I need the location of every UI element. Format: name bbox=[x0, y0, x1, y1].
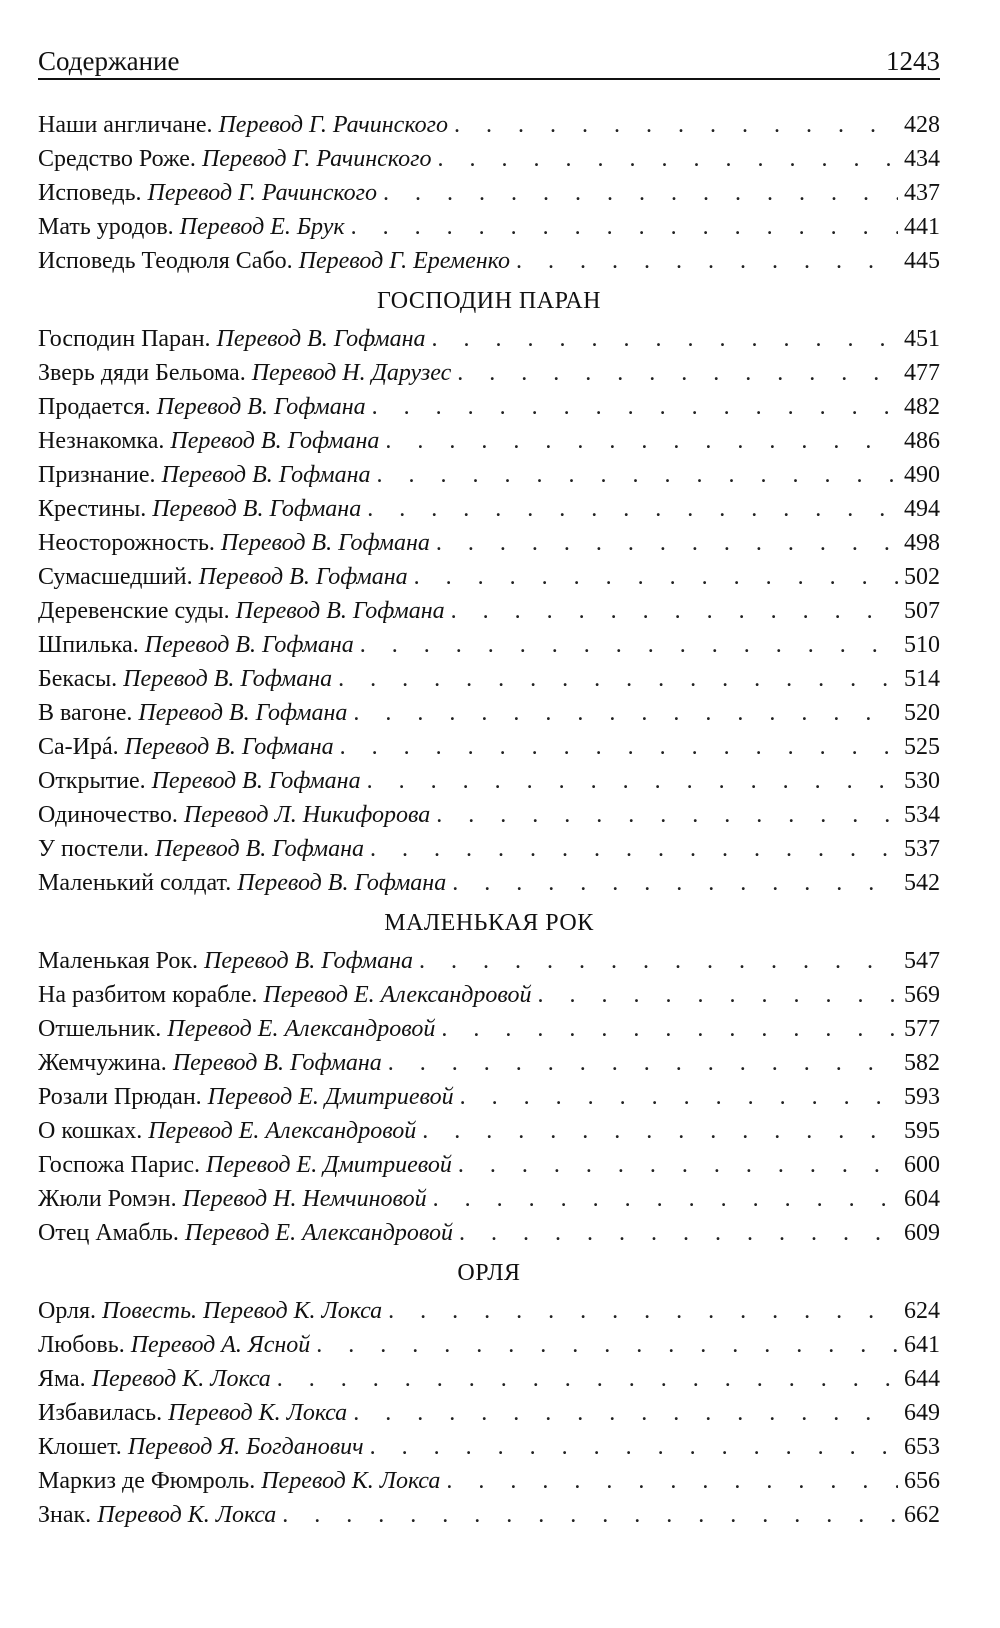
page-number: 1243 bbox=[886, 46, 940, 76]
entry-page-number: 624 bbox=[904, 1298, 940, 1324]
dot-leader bbox=[360, 628, 898, 662]
toc-entry bbox=[38, 1148, 940, 1182]
entry-translator: Перевод Е. Дмитриевой bbox=[205, 1152, 452, 1178]
dot-leader bbox=[385, 424, 898, 458]
dot-leader bbox=[436, 798, 898, 832]
entry-page-number: 437 bbox=[904, 180, 940, 206]
entry-page-number: 641 bbox=[904, 1332, 940, 1358]
entry-translator: Перевод В. Гофмана bbox=[144, 632, 354, 658]
entry-translator: Повесть. Перевод К. Локса bbox=[102, 1298, 383, 1324]
entry-translator: Перевод В. Гофмана bbox=[152, 496, 362, 522]
entry-page-number: 656 bbox=[904, 1468, 940, 1494]
toc-entry bbox=[38, 560, 940, 594]
entry-page-number: 525 bbox=[904, 734, 940, 760]
dot-leader bbox=[388, 1294, 898, 1328]
entry-title: Деревенские суды. bbox=[38, 598, 230, 624]
entry-translator: Перевод К. Локса bbox=[97, 1502, 277, 1528]
entry-page-number: 428 bbox=[904, 112, 940, 138]
toc-entry bbox=[38, 662, 940, 696]
entry-translator: Перевод Г. Рачинского bbox=[201, 146, 432, 172]
entry-title: Маленькая Рок. bbox=[38, 948, 199, 974]
entry-translator: Перевод В. Гофмана bbox=[124, 734, 334, 760]
entry-translator: Перевод Л. Никифорова bbox=[183, 802, 431, 828]
entry-title: Мать уродов. bbox=[38, 214, 174, 240]
entry-translator: Перевод В. Гофмана bbox=[204, 948, 414, 974]
entry-title: Маркиз де Фюмроль. bbox=[38, 1468, 256, 1494]
toc-entry bbox=[38, 798, 940, 832]
dot-leader bbox=[383, 176, 898, 210]
dot-leader bbox=[460, 1080, 898, 1114]
entry-title: Исповедь Теодюля Сабо. bbox=[38, 248, 293, 274]
entry-title: В вагоне. bbox=[38, 700, 133, 726]
entry-title: Знак. bbox=[38, 1502, 92, 1528]
toc-entry bbox=[38, 1012, 940, 1046]
entry-page-number: 547 bbox=[904, 948, 940, 974]
entry-title: Яма. bbox=[38, 1366, 86, 1392]
entry-page-number: 477 bbox=[904, 360, 940, 386]
entry-translator: Перевод Е. Александровой bbox=[167, 1016, 436, 1042]
entry-page-number: 502 bbox=[904, 564, 940, 590]
toc-entry bbox=[38, 1430, 940, 1464]
toc-entry bbox=[38, 944, 940, 978]
entry-translator: Перевод А. Ясной bbox=[130, 1332, 311, 1358]
toc-entry bbox=[38, 730, 940, 764]
entry-translator: Перевод В. Гофмана bbox=[235, 598, 445, 624]
toc-entry bbox=[38, 390, 940, 424]
dot-leader bbox=[372, 390, 898, 424]
entry-title: Отец Амабль. bbox=[38, 1220, 179, 1246]
entry-page-number: 498 bbox=[904, 530, 940, 556]
entry-translator: Перевод К. Локса bbox=[261, 1468, 441, 1494]
toc-entry bbox=[38, 108, 940, 142]
entry-title: Одиночество. bbox=[38, 802, 178, 828]
entry-translator: Перевод Е. Александровой bbox=[148, 1118, 417, 1144]
entry-page-number: 490 bbox=[904, 462, 940, 488]
dot-leader bbox=[451, 594, 898, 628]
section-heading: ГОСПОДИН ПАРАН bbox=[376, 288, 602, 314]
dot-leader bbox=[419, 944, 898, 978]
dot-leader bbox=[446, 1464, 898, 1498]
entry-translator: Перевод В. Гофмана bbox=[161, 462, 371, 488]
toc-entry bbox=[38, 1046, 940, 1080]
entry-translator: Перевод К. Локса bbox=[168, 1400, 348, 1426]
toc-entry bbox=[38, 866, 940, 900]
entry-translator: Перевод В. Гофмана bbox=[138, 700, 348, 726]
entry-title: Госпожа Парис. bbox=[38, 1152, 200, 1178]
entry-page-number: 582 bbox=[904, 1050, 940, 1076]
dot-leader bbox=[452, 866, 898, 900]
entry-page-number: 507 bbox=[904, 598, 940, 624]
dot-leader bbox=[458, 1148, 898, 1182]
entry-title: О кошках. bbox=[38, 1118, 143, 1144]
entry-title: Господин Паран. bbox=[38, 326, 211, 352]
toc-entry bbox=[38, 1362, 940, 1396]
dot-leader bbox=[367, 492, 898, 526]
entry-translator: Перевод В. Гофмана bbox=[151, 768, 361, 794]
dot-leader bbox=[437, 142, 898, 176]
entry-translator: Перевод В. Гофмана bbox=[170, 428, 380, 454]
entry-translator: Перевод В. Гофмана bbox=[198, 564, 408, 590]
entry-page-number: 530 bbox=[904, 768, 940, 794]
entry-translator: Перевод В. Гофмана bbox=[220, 530, 430, 556]
toc-entry bbox=[38, 458, 940, 492]
entry-page-number: 644 bbox=[904, 1366, 940, 1392]
dot-leader bbox=[282, 1498, 898, 1532]
entry-title: Неосторожность. bbox=[38, 530, 215, 556]
entry-title: Избавилась. bbox=[38, 1400, 163, 1426]
toc-entry bbox=[38, 696, 940, 730]
entry-translator: Перевод В. Гофмана bbox=[216, 326, 426, 352]
entry-title: На разбитом корабле. bbox=[38, 982, 258, 1008]
toc-entry bbox=[38, 628, 940, 662]
entry-title: Зверь дяди Бельома. bbox=[38, 360, 246, 386]
entry-page-number: 482 bbox=[904, 394, 940, 420]
entry-page-number: 577 bbox=[904, 1016, 940, 1042]
toc-entry bbox=[38, 1396, 940, 1430]
dot-leader bbox=[516, 244, 898, 278]
entry-page-number: 434 bbox=[904, 146, 940, 172]
dot-leader bbox=[367, 764, 898, 798]
toc-entry bbox=[38, 1294, 940, 1328]
entry-page-number: 662 bbox=[904, 1502, 940, 1528]
entry-translator: Перевод Е. Дмитриевой bbox=[207, 1084, 454, 1110]
entry-page-number: 537 bbox=[904, 836, 940, 862]
toc-entry bbox=[38, 1080, 940, 1114]
entry-page-number: 595 bbox=[904, 1118, 940, 1144]
entry-page-number: 600 bbox=[904, 1152, 940, 1178]
dot-leader bbox=[538, 978, 898, 1012]
entry-translator: Перевод Е. Александровой bbox=[184, 1220, 453, 1246]
table-of-contents bbox=[38, 108, 940, 1532]
entry-page-number: 520 bbox=[904, 700, 940, 726]
entry-translator: Перевод Г. Рачинского bbox=[147, 180, 378, 206]
section-heading: МАЛЕНЬКАЯ РОК bbox=[384, 910, 594, 936]
toc-entry bbox=[38, 594, 940, 628]
toc-entry bbox=[38, 492, 940, 526]
entry-translator: Перевод В. Гофмана bbox=[172, 1050, 382, 1076]
entry-page-number: 510 bbox=[904, 632, 940, 658]
entry-title: Розали Прюдан. bbox=[38, 1084, 202, 1110]
entry-translator: Перевод Я. Богданович bbox=[127, 1434, 364, 1460]
entry-title: Наши англичане. bbox=[38, 112, 213, 138]
entry-page-number: 542 bbox=[904, 870, 940, 896]
entry-page-number: 604 bbox=[904, 1186, 940, 1212]
dot-leader bbox=[432, 322, 898, 356]
entry-title: Жемчужина. bbox=[38, 1050, 167, 1076]
entry-title: Незнакомка. bbox=[38, 428, 165, 454]
entry-translator: Перевод Е. Александровой bbox=[263, 982, 532, 1008]
entry-translator: Перевод К. Локса bbox=[91, 1366, 271, 1392]
entry-translator: Перевод Н. Немчиновой bbox=[182, 1186, 427, 1212]
dot-leader bbox=[277, 1362, 898, 1396]
entry-title: Открытие. bbox=[38, 768, 146, 794]
entry-translator: Перевод В. Гофмана bbox=[155, 836, 365, 862]
entry-title: Орля. bbox=[38, 1298, 97, 1324]
entry-title: Шпилька. bbox=[38, 632, 139, 658]
dot-leader bbox=[376, 458, 898, 492]
entry-title: Клошет. bbox=[38, 1434, 122, 1460]
entry-translator: Перевод Е. Брук bbox=[179, 214, 345, 240]
entry-title: Продается. bbox=[38, 394, 151, 420]
entry-translator: Перевод В. Гофмана bbox=[123, 666, 333, 692]
dot-leader bbox=[370, 832, 898, 866]
toc-entry bbox=[38, 526, 940, 560]
dot-leader bbox=[316, 1328, 898, 1362]
toc-entry bbox=[38, 764, 940, 798]
dot-leader bbox=[338, 662, 898, 696]
dot-leader bbox=[340, 730, 898, 764]
dot-leader bbox=[459, 1216, 898, 1250]
entry-page-number: 569 bbox=[904, 982, 940, 1008]
toc-entry bbox=[38, 832, 940, 866]
dot-leader bbox=[388, 1046, 898, 1080]
toc-entry bbox=[38, 1216, 940, 1250]
dot-leader bbox=[351, 210, 898, 244]
toc-entry bbox=[38, 1464, 940, 1498]
entry-page-number: 445 bbox=[904, 248, 940, 274]
entry-page-number: 653 bbox=[904, 1434, 940, 1460]
toc-entry bbox=[38, 1498, 940, 1532]
dot-leader bbox=[414, 560, 898, 594]
entry-translator: Перевод В. Гофмана bbox=[156, 394, 366, 420]
entry-page-number: 451 bbox=[904, 326, 940, 352]
toc-entry bbox=[38, 424, 940, 458]
toc-entry bbox=[38, 142, 940, 176]
entry-title: Любовь. bbox=[38, 1332, 125, 1358]
toc-entry bbox=[38, 322, 940, 356]
entry-translator: Перевод Н. Дарузес bbox=[251, 360, 452, 386]
entry-page-number: 593 bbox=[904, 1084, 940, 1110]
entry-translator: Перевод Г. Рачинского bbox=[218, 112, 448, 138]
dot-leader bbox=[370, 1430, 898, 1464]
entry-title: Исповедь. bbox=[38, 180, 142, 206]
toc-entry bbox=[38, 176, 940, 210]
entry-page-number: 534 bbox=[904, 802, 940, 828]
entry-title: Бекасы. bbox=[38, 666, 118, 692]
toc-entry bbox=[38, 1328, 940, 1362]
entry-title: Сумасшедший. bbox=[38, 564, 193, 590]
entry-title: Средство Роже. bbox=[38, 146, 196, 172]
entry-title: Крестины. bbox=[38, 496, 147, 522]
dot-leader bbox=[353, 696, 898, 730]
toc-entry bbox=[38, 356, 940, 390]
dot-leader bbox=[441, 1012, 898, 1046]
entry-translator: Перевод Г. Еременко bbox=[298, 248, 510, 274]
entry-page-number: 609 bbox=[904, 1220, 940, 1246]
entry-page-number: 514 bbox=[904, 666, 940, 692]
page-title: Содержание bbox=[38, 46, 180, 76]
entry-page-number: 649 bbox=[904, 1400, 940, 1426]
toc-entry bbox=[38, 978, 940, 1012]
entry-title: Са-Ирá. bbox=[38, 734, 119, 760]
entry-title: Маленький солдат. bbox=[38, 870, 232, 896]
entry-page-number: 486 bbox=[904, 428, 940, 454]
entry-page-number: 441 bbox=[904, 214, 940, 240]
section-heading: ОРЛЯ bbox=[457, 1260, 521, 1286]
entry-title: Жюли Ромэн. bbox=[38, 1186, 177, 1212]
dot-leader bbox=[436, 526, 898, 560]
entry-translator: Перевод В. Гофмана bbox=[237, 870, 447, 896]
dot-leader bbox=[454, 108, 898, 142]
toc-entry bbox=[38, 1182, 940, 1216]
entry-title: У постели. bbox=[38, 836, 150, 862]
toc-entry bbox=[38, 210, 940, 244]
toc-entry bbox=[38, 244, 940, 278]
entry-page-number: 494 bbox=[904, 496, 940, 522]
running-head bbox=[38, 40, 940, 80]
toc-entry bbox=[38, 1114, 940, 1148]
dot-leader bbox=[422, 1114, 898, 1148]
dot-leader bbox=[353, 1396, 898, 1430]
dot-leader bbox=[457, 356, 898, 390]
entry-title: Признание. bbox=[38, 462, 156, 488]
entry-title: Отшельник. bbox=[38, 1016, 162, 1042]
dot-leader bbox=[433, 1182, 898, 1216]
